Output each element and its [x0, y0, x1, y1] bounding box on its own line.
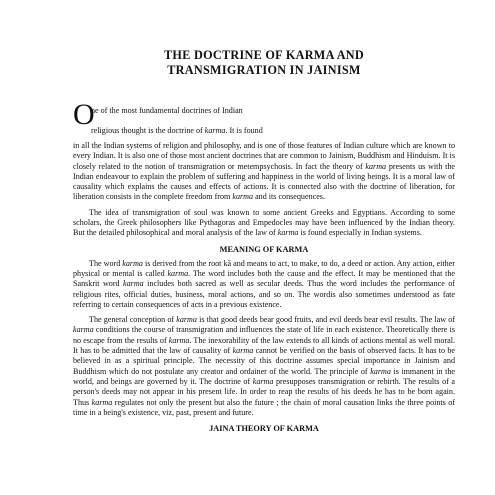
para3-text-a: The word [89, 258, 123, 268]
para2-em-a: karma [277, 228, 299, 238]
section-heading-jaina: JAINA THEORY OF KARMA [209, 424, 319, 434]
para3-text-b: is derived from the root kā and means to act, to make, to do, a deed or action. Any action, either physical or mental is called [73, 258, 456, 278]
para3-em-c: karma [123, 279, 144, 289]
para2-text-b: is found especially in Indian systems. [298, 228, 422, 238]
para3-em-a: karma [122, 258, 143, 268]
intro-emphasis: karma [204, 126, 226, 135]
intro-line-1: ne of the most fundamental doctrines of Indian [91, 106, 243, 115]
para4-text-a: The general conception of [89, 315, 177, 325]
para3-text-d: includes both sacred as well as secular deeds. Thus the word includes the performance of religious rites, official duties, business, moral actions, and so on. The wordis also sometimes understood as fate referring to certain consequences of acts in a previous existence. [73, 279, 455, 309]
title-line-2: TRANSMIGRATION IN JAINISM [167, 63, 361, 77]
para4-em-f: karma [252, 376, 274, 386]
paragraph-2 [73, 208, 455, 239]
para1-em-a: karma [365, 161, 387, 171]
para4-text-e: cannot be verified on the basis of observed facts. It has to be believed in as a spiritual principle. The necessity of this doctrine assumes special importance in Jainism and Buddhism which do not postulate any creator and ordainer of the world. The principle of [73, 346, 455, 376]
title-line-1: THE DOCTRINE OF KARMA AND [163, 48, 365, 62]
para4-em-b: karma [73, 325, 94, 335]
para4-text-c: conditions the course of transmigration and influences the state of life in each existence. Theoretically there is no escape from the results of [73, 325, 455, 345]
intro-block [73, 98, 455, 141]
para1-em-b: karma [232, 192, 254, 202]
intro-text: religious thought is the doctrine of [91, 126, 205, 135]
para4-text-g: presupposes transmigration or rebirth. The results of a person's deeds may not appear in his present life. In order to reap the results of his deeds he has to be born again. Thus [73, 376, 455, 407]
para3-em-b: karma [167, 268, 189, 278]
para1-text-a: in all the Indian systems of religion and philosophy, and is one of those features of Indian culture which are known to every Indian. It is also one of those most ancient doctrines that are common to Jainism, Buddhism and Hinduism. It is closely related to the notion of transmigration or metempsychosis. In fact the theory of [73, 141, 455, 171]
para1-text-c: and its consequences. [253, 192, 325, 202]
paragraph-1 [73, 141, 455, 203]
para2-text-a: The idea of transmigration of soul was known to some ancient Greeks and Egyptians. According to some scholars, the Greek philosophers like Pythagoras and Empedocles may have been influenced by the Indian theory. But the detailed philosophical and moral analysis of the law of [73, 207, 455, 238]
para4-text-f: is immanent in the world, and beings are governed by it. The doctrine of [73, 366, 456, 386]
para3-text-c: . The word includes both the cause and the effect. It may be mentioned that the Sanskrit word [73, 268, 455, 289]
drop-cap: O [73, 98, 95, 131]
para4-em-g: karma [91, 397, 113, 407]
para1-text-b: presents us with the Indian endeavour to explain the problem of suffering and happiness in the world of living beings. It is a moral law of causality which explains the causes and effects of actions. It is connected also with the doctrine of liberation, for liberation consists in the complete freedom from [73, 161, 456, 202]
intro-line-2 [91, 126, 263, 136]
page-title [73, 48, 455, 78]
paragraph-4 [73, 315, 455, 418]
section-heading-meaning: MEANING OF KARMA [219, 244, 309, 254]
intro-text-end: . It is found [225, 126, 263, 135]
paragraph-3 [73, 259, 455, 310]
para4-em-e: karma [370, 366, 391, 376]
para4-text-d: . The inexorability of the law extends to all kinds of actions mental as well moral. It has to be admitted that the law of causality of [73, 335, 456, 356]
para4-em-d: karma [232, 346, 254, 356]
para4-em-a: karma [176, 315, 197, 325]
para4-text-h: regulates not only the present but also the future ; the chain of moral causation links the three points of time in a being's existence, viz, past, present and future. [73, 397, 455, 417]
para4-text-b: is that good deeds bear good fruits, and evil deeds bear evil results. The law of [196, 315, 455, 325]
para4-em-c: karma [168, 335, 190, 345]
